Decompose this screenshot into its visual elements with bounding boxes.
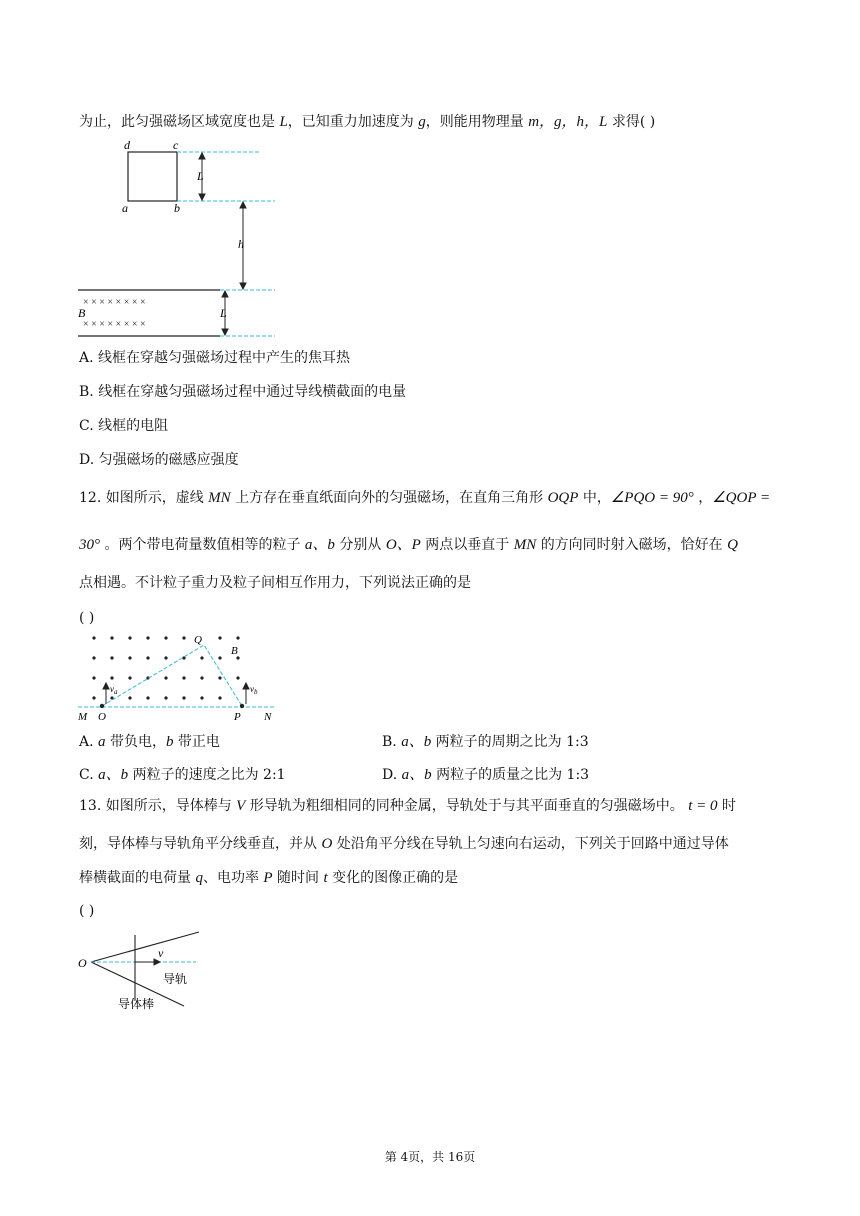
q12-var-ab: a、b: [304, 537, 335, 553]
label-N: N: [264, 711, 272, 723]
label-d: d: [124, 138, 130, 152]
option-text-2: 带正电: [177, 734, 220, 750]
q11-option-a: A. 线框在穿越匀强磁场过程中产生的焦耳热: [79, 350, 351, 366]
q13-var-V: V: [236, 798, 246, 814]
svg-text:× × × × × × × ×: × × × × × × × ×: [83, 297, 146, 308]
option-var: a、b: [401, 734, 432, 750]
option-letter: D.: [382, 767, 398, 783]
q12-option-b: [382, 732, 589, 752]
option-var-2: b: [165, 734, 174, 750]
q11-stem-text-2: ，已知重力加速度为: [287, 114, 414, 130]
point-O: [100, 704, 104, 708]
q12-var-OP: O、P: [385, 537, 421, 553]
option-letter: C.: [79, 767, 94, 783]
option-text: 两粒子的周期之比为 1:3: [435, 734, 589, 750]
q13-text-9: 变化的图像正确的是: [332, 870, 459, 886]
q11-option-c: C. 线框的电阻: [79, 418, 169, 434]
q12-option-c: [79, 765, 286, 785]
label-M: M: [78, 711, 88, 723]
q11-stem-text-4: 求得( ): [611, 114, 656, 130]
label-P: P: [234, 711, 241, 723]
q12-option-a: [79, 732, 220, 752]
q12-stem-line3: 点相遇。不计粒子重力及粒子间相互作用力，下列说法正确的是: [79, 575, 471, 591]
q12-angle-value: 30°: [79, 537, 100, 553]
label-vb: $v_b$: [250, 684, 258, 696]
q11-stem-text-3: ，则能用物理量: [425, 114, 524, 130]
square-loop: [128, 152, 177, 201]
q13-var-t: t: [323, 870, 328, 886]
q13-text-3: 时: [722, 798, 736, 814]
q12-text-5: 。两个带电荷量数值相等的粒子: [104, 537, 301, 553]
q13-text: 13. 如图所示，导体棒与: [79, 798, 232, 814]
option-var: a: [98, 734, 106, 750]
q12-var-OQP: OQP: [547, 490, 579, 506]
q13-var-O: O: [321, 836, 333, 852]
svg-text:× × × × × × × ×: × × × × × × × ×: [83, 319, 146, 330]
q13-var-q: q: [195, 870, 203, 886]
q13-text-7: 、电功率: [202, 870, 259, 886]
q12-option-d: [382, 765, 589, 785]
label-rod: 导体棒: [118, 997, 155, 1011]
option-text: 带负电，: [109, 734, 166, 750]
label-O: O: [98, 711, 106, 723]
field-crosses: [83, 297, 146, 330]
q13-text-8: 随时间: [277, 870, 320, 886]
rail-upper: [91, 932, 199, 962]
label-rail: 导轨: [163, 972, 188, 986]
q12-angle-2: ∠QOP =: [712, 490, 771, 506]
q13-stem-line1: [79, 796, 736, 816]
q11-option-d: D. 匀强磁场的磁感应强度: [79, 452, 239, 468]
q12-text-3: 中，: [582, 490, 611, 506]
q13-var-P: P: [263, 870, 273, 886]
q12-text-6: 分别从: [339, 537, 382, 553]
q13-text-2: 形导轨为粗细相同的同种金属，导轨处于与其平面垂直的匀强磁场中。: [249, 798, 684, 814]
label-B: B: [231, 645, 238, 657]
q13-figure: [74, 925, 214, 1015]
option-letter: B.: [382, 734, 397, 750]
q13-text-5: 处沿角平分线在导轨上匀速向右运动，下列关于回路中通过导体: [336, 836, 729, 852]
q11-vars: m，g，h，L: [528, 114, 608, 130]
q12-paren: ( ): [79, 610, 95, 626]
option-var: a、b: [98, 767, 129, 783]
label-va: $v_a$: [110, 684, 118, 696]
label-L1: L: [197, 169, 204, 183]
q11-figure: [70, 135, 290, 345]
q11-stem-text: 为止，此匀强磁场区域宽度也是: [79, 114, 275, 130]
q12-angle-1: ∠PQO = 90°: [610, 490, 694, 506]
label-h: h: [238, 237, 244, 251]
q12-text-4: ，: [698, 490, 713, 506]
option-var: a、b: [401, 767, 432, 783]
q12-figure: [74, 630, 284, 725]
q11-option-b: B. 线框在穿越匀强磁场过程中通过导线横截面的电量: [79, 384, 407, 400]
label-Q: Q: [194, 634, 202, 646]
q13-t0: t = 0: [688, 798, 718, 814]
page-footer: 第 4页，共 16页: [384, 1150, 476, 1164]
q12-var-Q: Q: [727, 537, 738, 553]
q11-var-L: L: [279, 114, 288, 130]
q12-text-7: 两点以垂直于: [425, 537, 510, 553]
option-text: 两粒子的质量之比为 1:3: [436, 767, 590, 783]
q12-text: 12. 如图所示，虚线: [79, 490, 204, 506]
q13-text-4: 刻，导体棒与导轨角平分线垂直，并从: [79, 836, 317, 852]
arrow-vb: [243, 683, 249, 704]
q13-stem-line3: [79, 868, 458, 888]
q12-stem-line2: [79, 535, 738, 555]
velocity-arrow: [135, 959, 160, 965]
q13-paren: ( ): [79, 903, 95, 919]
q13-stem-line2: [79, 834, 729, 854]
q11-var-g: g: [418, 114, 426, 130]
label-c: c: [173, 138, 179, 152]
option-letter: A.: [79, 734, 94, 750]
point-P: [240, 704, 244, 708]
label-B: B: [78, 306, 86, 320]
q12-stem-line1: [79, 488, 770, 508]
label-a: a: [122, 201, 128, 215]
label-L2: L: [220, 306, 227, 320]
q13-text-6: 棒横截面的电荷量: [79, 870, 191, 886]
q12-var-MN: MN: [208, 490, 231, 506]
q11-stem: [79, 112, 655, 132]
arrow-va: [103, 683, 109, 704]
label-v: v: [158, 946, 164, 960]
q12-text-8: 的方向同时射入磁场，恰好在: [540, 537, 723, 553]
option-text: 两粒子的速度之比为 2:1: [132, 767, 286, 783]
q12-text-2: 上方存在垂直纸面向外的匀强磁场，在直角三角形: [235, 490, 544, 506]
label-b: b: [174, 201, 180, 215]
q12-var-MN-2: MN: [513, 537, 537, 553]
label-O: O: [78, 956, 87, 970]
